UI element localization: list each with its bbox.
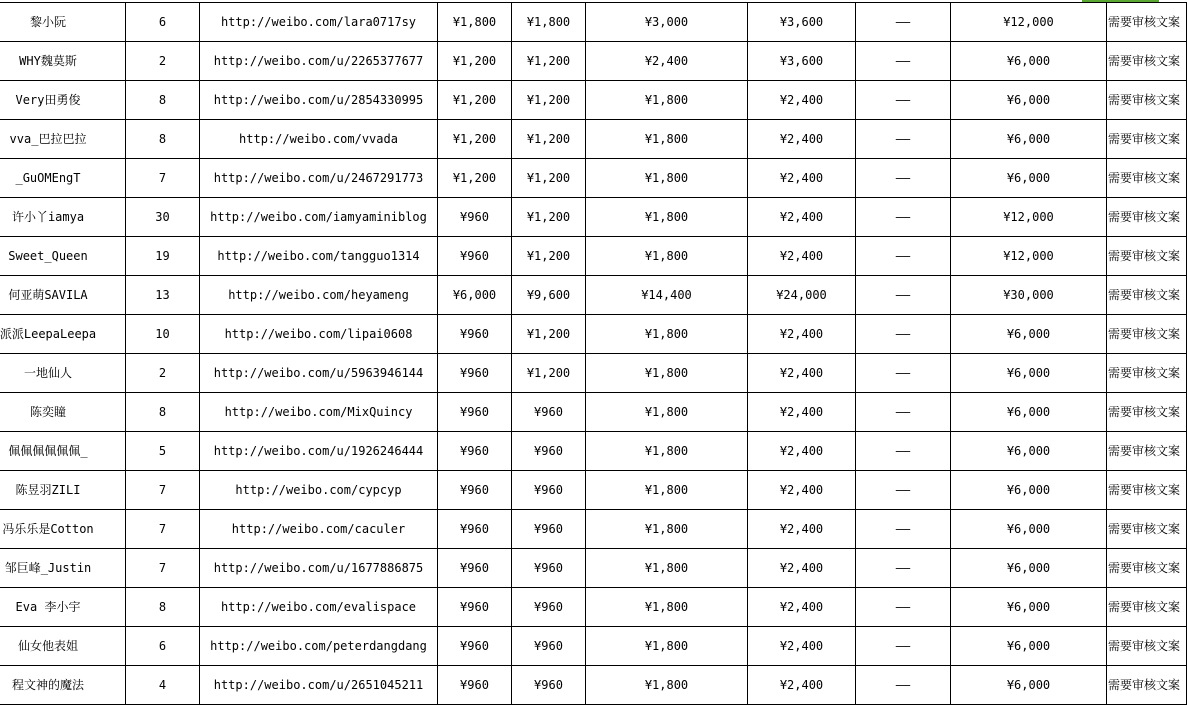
dash-cell[interactable]: —— [856, 198, 951, 237]
note-cell[interactable]: 需要审核文案 [1107, 393, 1187, 432]
price-cell[interactable]: ¥6,000 [951, 666, 1107, 705]
spreadsheet-grid [0, 2, 1187, 705]
price-cell[interactable]: ¥1,200 [512, 120, 586, 159]
price-cell[interactable]: ¥1,200 [438, 42, 512, 81]
table-row [0, 3, 1187, 42]
price-cell[interactable]: ¥1,800 [586, 237, 748, 276]
note-cell[interactable]: 需要审核文案 [1107, 42, 1187, 81]
dash-cell[interactable]: —— [856, 315, 951, 354]
price-cell[interactable]: ¥1,200 [512, 81, 586, 120]
price-cell[interactable]: ¥960 [438, 354, 512, 393]
name-cell[interactable]: 陈奕瞳 [0, 393, 126, 432]
note-cell[interactable]: 需要审核文案 [1107, 588, 1187, 627]
price-cell[interactable]: ¥960 [512, 549, 586, 588]
price-cell[interactable]: ¥6,000 [951, 120, 1107, 159]
name-cell[interactable]: Eva 李小宇 [0, 588, 126, 627]
price-cell[interactable]: ¥1,800 [586, 510, 748, 549]
url-cell[interactable]: http://weibo.com/u/2854330995 [200, 81, 438, 120]
url-cell[interactable]: http://weibo.com/cypcyp [200, 471, 438, 510]
price-cell[interactable]: ¥6,000 [951, 354, 1107, 393]
price-cell[interactable]: ¥960 [438, 237, 512, 276]
url-cell[interactable]: http://weibo.com/lara0717sy [200, 3, 438, 42]
url-cell[interactable]: http://weibo.com/tangguo1314 [200, 237, 438, 276]
price-cell[interactable]: ¥3,000 [586, 3, 748, 42]
price-cell[interactable]: ¥960 [512, 432, 586, 471]
url-cell[interactable]: http://weibo.com/u/2265377677 [200, 42, 438, 81]
dash-cell[interactable]: —— [856, 627, 951, 666]
price-cell[interactable]: ¥960 [438, 627, 512, 666]
name-cell[interactable]: vva_巴拉巴拉 [0, 120, 126, 159]
dash-cell[interactable]: —— [856, 666, 951, 705]
note-cell[interactable]: 需要审核文案 [1107, 198, 1187, 237]
price-cell[interactable]: ¥2,400 [748, 315, 856, 354]
price-cell[interactable]: ¥2,400 [748, 627, 856, 666]
price-cell[interactable]: ¥1,200 [512, 198, 586, 237]
table-row [0, 627, 1187, 666]
price-cell[interactable]: ¥1,200 [512, 237, 586, 276]
price-cell[interactable]: ¥6,000 [951, 393, 1107, 432]
price-cell[interactable]: ¥2,400 [748, 510, 856, 549]
price-cell[interactable]: ¥6,000 [951, 315, 1107, 354]
price-cell[interactable]: ¥960 [512, 393, 586, 432]
price-cell[interactable]: ¥960 [438, 666, 512, 705]
note-cell[interactable]: 需要审核文案 [1107, 237, 1187, 276]
price-cell[interactable]: ¥2,400 [748, 237, 856, 276]
name-cell[interactable]: 何亚萌SAVILA [0, 276, 126, 315]
price-cell[interactable]: ¥1,800 [586, 549, 748, 588]
price-cell[interactable]: ¥6,000 [951, 627, 1107, 666]
url-cell[interactable]: http://weibo.com/caculer [200, 510, 438, 549]
price-cell[interactable]: ¥1,200 [438, 159, 512, 198]
name-cell[interactable]: 一地仙人 [0, 354, 126, 393]
name-cell[interactable]: Sweet_Queen [0, 237, 126, 276]
url-cell[interactable]: http://weibo.com/MixQuincy [200, 393, 438, 432]
url-cell[interactable]: http://weibo.com/u/2467291773 [200, 159, 438, 198]
count-cell[interactable]: 2 [126, 354, 200, 393]
price-cell[interactable]: ¥960 [438, 588, 512, 627]
note-cell[interactable]: 需要审核文案 [1107, 627, 1187, 666]
note-cell[interactable]: 需要审核文案 [1107, 354, 1187, 393]
table-row [0, 432, 1187, 471]
price-cell[interactable]: ¥1,200 [438, 81, 512, 120]
dash-cell[interactable]: —— [856, 588, 951, 627]
count-cell[interactable]: 5 [126, 432, 200, 471]
count-cell[interactable]: 19 [126, 237, 200, 276]
count-cell[interactable]: 8 [126, 588, 200, 627]
count-cell[interactable]: 4 [126, 666, 200, 705]
price-cell[interactable]: ¥960 [438, 471, 512, 510]
price-cell[interactable]: ¥1,200 [512, 354, 586, 393]
price-cell[interactable]: ¥6,000 [951, 42, 1107, 81]
note-cell[interactable]: 需要审核文案 [1107, 510, 1187, 549]
price-cell[interactable]: ¥1,800 [512, 3, 586, 42]
table-row [0, 471, 1187, 510]
price-cell[interactable]: ¥12,000 [951, 3, 1107, 42]
price-cell[interactable]: ¥1,800 [586, 120, 748, 159]
price-cell[interactable]: ¥2,400 [748, 354, 856, 393]
name-cell[interactable]: 派派LeepaLeepa [0, 315, 126, 354]
name-cell[interactable]: 冯乐乐是Cotton [0, 510, 126, 549]
price-cell[interactable]: ¥1,800 [438, 3, 512, 42]
name-cell[interactable]: 邹巨峰_Justin [0, 549, 126, 588]
price-cell[interactable]: ¥6,000 [951, 81, 1107, 120]
price-cell[interactable]: ¥1,800 [586, 159, 748, 198]
name-cell[interactable]: Very田勇俊 [0, 81, 126, 120]
dash-cell[interactable]: —— [856, 3, 951, 42]
url-cell[interactable]: http://weibo.com/evalispace [200, 588, 438, 627]
dash-cell[interactable]: —— [856, 393, 951, 432]
grid-body [0, 3, 1187, 705]
price-cell[interactable]: ¥12,000 [951, 198, 1107, 237]
table-row [0, 666, 1187, 705]
note-cell[interactable]: 需要审核文案 [1107, 3, 1187, 42]
count-cell[interactable]: 10 [126, 315, 200, 354]
price-cell[interactable]: ¥6,000 [951, 159, 1107, 198]
note-cell[interactable]: 需要审核文案 [1107, 315, 1187, 354]
note-cell[interactable]: 需要审核文案 [1107, 432, 1187, 471]
note-cell[interactable]: 需要审核文案 [1107, 276, 1187, 315]
count-cell[interactable]: 7 [126, 510, 200, 549]
price-cell[interactable]: ¥2,400 [748, 81, 856, 120]
price-cell[interactable]: ¥960 [438, 198, 512, 237]
count-cell[interactable]: 6 [126, 627, 200, 666]
count-cell[interactable]: 7 [126, 549, 200, 588]
table-row [0, 198, 1187, 237]
url-cell[interactable]: http://weibo.com/iamyaminiblog [200, 198, 438, 237]
price-cell[interactable]: ¥2,400 [748, 666, 856, 705]
price-cell[interactable]: ¥2,400 [748, 471, 856, 510]
table-row [0, 315, 1187, 354]
count-cell[interactable]: 13 [126, 276, 200, 315]
price-cell[interactable]: ¥1,800 [586, 666, 748, 705]
price-cell[interactable]: ¥2,400 [586, 42, 748, 81]
table-row [0, 588, 1187, 627]
dash-cell[interactable]: —— [856, 42, 951, 81]
count-cell[interactable]: 30 [126, 198, 200, 237]
table-row [0, 42, 1187, 81]
dash-cell[interactable]: —— [856, 276, 951, 315]
name-cell[interactable]: 佩佩佩佩佩佩_ [0, 432, 126, 471]
name-cell[interactable]: WHY魏莫斯 [0, 42, 126, 81]
price-cell[interactable]: ¥1,800 [586, 627, 748, 666]
dash-cell[interactable]: —— [856, 120, 951, 159]
price-cell[interactable]: ¥960 [438, 432, 512, 471]
note-cell[interactable]: 需要审核文案 [1107, 120, 1187, 159]
price-cell[interactable]: ¥3,600 [748, 3, 856, 42]
price-cell[interactable]: ¥1,800 [586, 471, 748, 510]
url-cell[interactable]: http://weibo.com/u/5963946144 [200, 354, 438, 393]
table-row [0, 393, 1187, 432]
price-cell[interactable]: ¥960 [438, 315, 512, 354]
table-row [0, 81, 1187, 120]
count-cell[interactable]: 8 [126, 81, 200, 120]
price-cell[interactable]: ¥1,800 [586, 393, 748, 432]
count-cell[interactable]: 8 [126, 120, 200, 159]
price-cell[interactable]: ¥1,200 [512, 315, 586, 354]
name-cell[interactable]: _GuOMEngT [0, 159, 126, 198]
price-cell[interactable]: ¥1,800 [586, 432, 748, 471]
table-row [0, 549, 1187, 588]
dash-cell[interactable]: —— [856, 549, 951, 588]
price-cell[interactable]: ¥6,000 [951, 549, 1107, 588]
dash-cell[interactable]: —— [856, 354, 951, 393]
dash-cell[interactable]: —— [856, 510, 951, 549]
price-cell[interactable]: ¥960 [512, 471, 586, 510]
price-cell[interactable]: ¥24,000 [748, 276, 856, 315]
count-cell[interactable]: 7 [126, 471, 200, 510]
dash-cell[interactable]: —— [856, 237, 951, 276]
note-cell[interactable]: 需要审核文案 [1107, 81, 1187, 120]
url-cell[interactable]: http://weibo.com/heyameng [200, 276, 438, 315]
table-row [0, 276, 1187, 315]
dash-cell[interactable]: —— [856, 432, 951, 471]
note-cell[interactable]: 需要审核文案 [1107, 471, 1187, 510]
count-cell[interactable]: 7 [126, 159, 200, 198]
price-cell[interactable]: ¥2,400 [748, 432, 856, 471]
url-cell[interactable]: http://weibo.com/u/2651045211 [200, 666, 438, 705]
url-cell[interactable]: http://weibo.com/vvada [200, 120, 438, 159]
price-cell[interactable]: ¥960 [438, 549, 512, 588]
price-cell[interactable]: ¥1,200 [438, 120, 512, 159]
price-cell[interactable]: ¥2,400 [748, 393, 856, 432]
price-cell[interactable]: ¥960 [512, 510, 586, 549]
price-cell[interactable]: ¥6,000 [951, 588, 1107, 627]
table-row [0, 120, 1187, 159]
price-cell[interactable]: ¥1,800 [586, 354, 748, 393]
price-cell[interactable]: ¥3,600 [748, 42, 856, 81]
dash-cell[interactable]: —— [856, 81, 951, 120]
count-cell[interactable]: 2 [126, 42, 200, 81]
price-cell[interactable]: ¥6,000 [951, 510, 1107, 549]
name-cell[interactable]: 陈昱羽ZILI [0, 471, 126, 510]
price-cell[interactable]: ¥30,000 [951, 276, 1107, 315]
name-cell[interactable]: 程文神的魔法 [0, 666, 126, 705]
table-row [0, 159, 1187, 198]
url-cell[interactable]: http://weibo.com/lipai0608 [200, 315, 438, 354]
price-cell[interactable]: ¥6,000 [951, 432, 1107, 471]
dash-cell[interactable]: —— [856, 471, 951, 510]
price-cell[interactable]: ¥12,000 [951, 237, 1107, 276]
price-cell[interactable]: ¥2,400 [748, 549, 856, 588]
price-cell[interactable]: ¥960 [438, 393, 512, 432]
price-cell[interactable]: ¥6,000 [951, 471, 1107, 510]
price-cell[interactable]: ¥1,200 [512, 159, 586, 198]
table-row [0, 237, 1187, 276]
price-cell[interactable]: ¥6,000 [438, 276, 512, 315]
table-row [0, 354, 1187, 393]
dash-cell[interactable]: —— [856, 159, 951, 198]
price-cell[interactable]: ¥1,800 [586, 315, 748, 354]
price-cell[interactable]: ¥2,400 [748, 588, 856, 627]
price-cell[interactable]: ¥14,400 [586, 276, 748, 315]
count-cell[interactable]: 8 [126, 393, 200, 432]
price-cell[interactable]: ¥960 [512, 666, 586, 705]
price-cell[interactable]: ¥1,200 [512, 42, 586, 81]
count-cell[interactable]: 6 [126, 3, 200, 42]
name-cell[interactable]: 仙女他表姐 [0, 627, 126, 666]
price-cell[interactable]: ¥1,800 [586, 588, 748, 627]
price-cell[interactable]: ¥2,400 [748, 159, 856, 198]
note-cell[interactable]: 需要审核文案 [1107, 549, 1187, 588]
note-cell[interactable]: 需要审核文案 [1107, 666, 1187, 705]
price-cell[interactable]: ¥960 [438, 510, 512, 549]
price-cell[interactable]: ¥9,600 [512, 276, 586, 315]
price-cell[interactable]: ¥960 [512, 588, 586, 627]
price-cell[interactable]: ¥1,800 [586, 198, 748, 237]
name-cell[interactable]: 黎小阮 [0, 3, 126, 42]
price-cell[interactable]: ¥2,400 [748, 198, 856, 237]
url-cell[interactable]: http://weibo.com/u/1677886875 [200, 549, 438, 588]
price-cell[interactable]: ¥960 [512, 627, 586, 666]
url-cell[interactable]: http://weibo.com/peterdangdang [200, 627, 438, 666]
url-cell[interactable]: http://weibo.com/u/1926246444 [200, 432, 438, 471]
table-row [0, 510, 1187, 549]
price-cell[interactable]: ¥1,800 [586, 81, 748, 120]
note-cell[interactable]: 需要审核文案 [1107, 159, 1187, 198]
price-cell[interactable]: ¥2,400 [748, 120, 856, 159]
name-cell[interactable]: 许小丫iamya [0, 198, 126, 237]
